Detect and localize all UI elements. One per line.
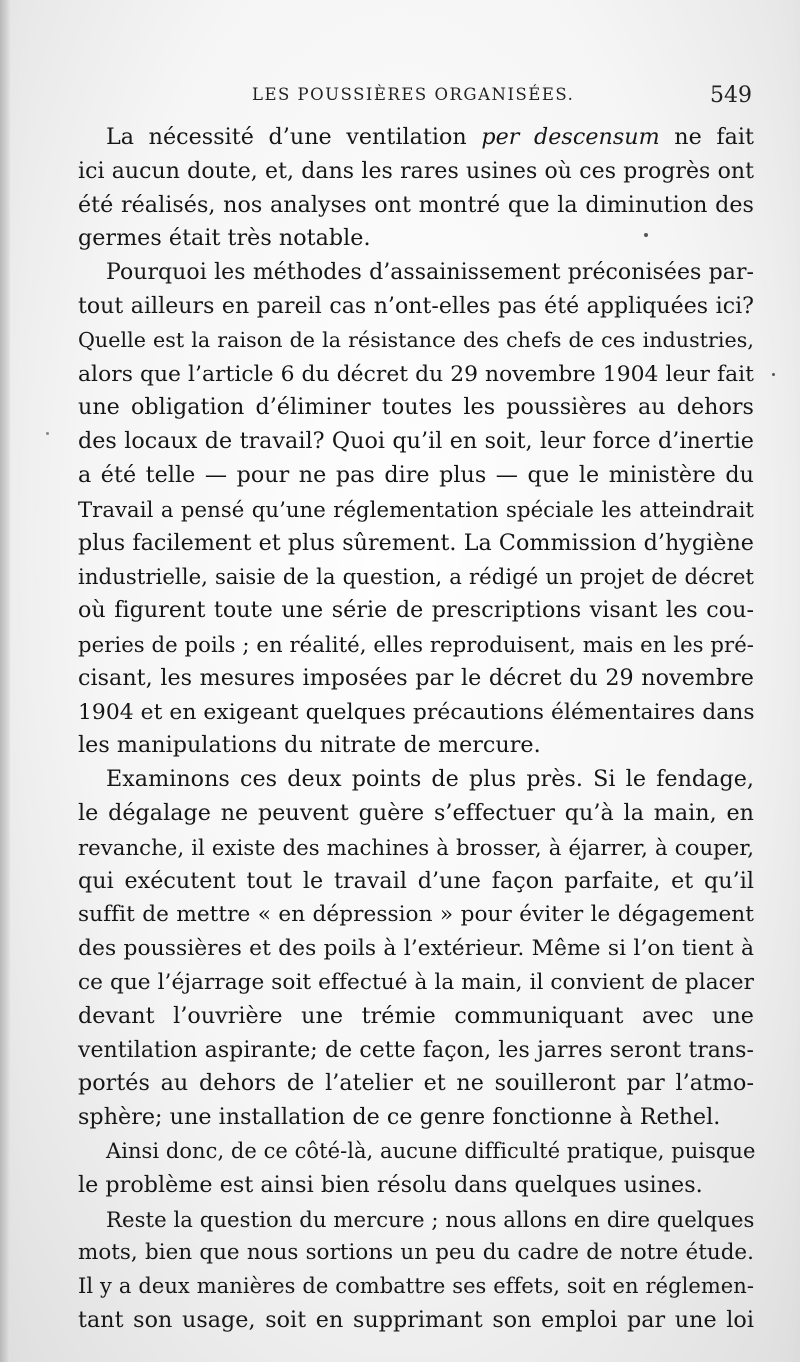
text-line: a été telle — pour ne pas dire plus — que le ministère du: [78, 461, 754, 488]
page-gutter-shadow: [0, 0, 10, 1362]
text-line: mots, bien que nous sortions un peu du cadre de notre étude.: [78, 1240, 754, 1266]
text-line: germes était très notable.: [78, 225, 371, 252]
italic-term: per descensum: [481, 124, 660, 150]
text-line: revanche, il existe des machines à brosser, à éjarrer, à couper,: [78, 834, 754, 860]
text-line: Pourquoi les méthodes d’assainissement préconisées par-: [106, 260, 754, 286]
running-title: LES POUSSIÈRES ORGANISÉES.: [252, 85, 575, 104]
text-line: Reste la question du mercure ; nous allons en dire quelques: [106, 1206, 755, 1232]
text-line: Examinons ces deux points de plus près. Si le fendage,: [106, 766, 754, 793]
running-head: [82, 85, 752, 113]
text-line: tout ailleurs en pareil cas n’ont-elles pas été appliquées ici?: [78, 293, 754, 319]
text-line: ce que l’éjarrage soit effectué à la main, il convient de placer: [78, 969, 754, 995]
text-line: portés au dehors de l’atelier et ne souilleront par l’atmo-: [78, 1070, 754, 1097]
text-line: Quelle est la raison de la résistance des chefs de ces industries,: [78, 327, 754, 352]
text-line: des locaux de travail? Quoi qu’il en soit, leur force d’inertie: [78, 428, 754, 455]
text-segment: La nécessité d’une ventilation: [106, 124, 482, 150]
text-line: ventilation aspirante; de cette façon, les jarres seront trans-: [78, 1037, 754, 1063]
text-line: où figurent toute une série de prescriptions visant les cou-: [78, 597, 754, 624]
text-line: Ainsi donc, de ce côté-là, aucune difficulté pratique, puisque: [106, 1138, 756, 1163]
text-line: alors que l’article 6 du décret du 29 novembre 1904 leur fait: [78, 361, 754, 387]
text-line: des poussières et des poils à l’extérieur. Même si l’on tient à: [78, 936, 754, 962]
text-line: plus facilement et plus sûrement. La Commission d’hygiène: [78, 529, 754, 556]
page-number: 549: [710, 83, 752, 108]
text-line: 1904 et en exigeant quelques précautions élémentaires dans: [78, 699, 755, 725]
text-line: Travail a pensé qu’une réglementation spéciale les atteindrait: [78, 496, 754, 522]
text-line: [78, 121, 754, 155]
text-line: Il y a deux manières de combattre ses effets, soit en réglemen-: [78, 1274, 754, 1299]
text-line: cisant, les mesures imposées par le décret du 29 novembre: [78, 664, 754, 691]
ink-speck: [772, 373, 775, 376]
text-line: le dégalage ne peuvent guère s’effectuer qu’à la main, en: [78, 799, 754, 826]
text-line: qui exécutent tout le travail d’une façon parfaite, et qu’il: [78, 867, 754, 894]
text-line: peries de poils ; en réalité, elles reproduisent, mais en les pré-: [78, 631, 754, 657]
text-line: suffit de mettre « en dépression » pour éviter le dégagement: [78, 902, 754, 928]
text-line: industrielle, saisie de la question, a rédigé un projet de décret: [78, 564, 754, 590]
text-segment: ne fait: [659, 124, 754, 150]
body-text: [78, 121, 754, 1338]
text-line: sphère; une installation de ce genre fonctionne à Rethel.: [78, 1104, 721, 1131]
text-line: été réalisés, nos analyses ont montré que la diminution des: [78, 191, 754, 218]
text-line: ici aucun doute, et, dans les rares usines où ces progrès ont: [78, 158, 754, 184]
text-line: devant l’ouvrière une trémie communiquant avec une: [78, 1002, 754, 1029]
text-line: tant son usage, soit en supprimant son emploi par une loi: [78, 1306, 754, 1333]
text-line: une obligation d’éliminer toutes les poussières au dehors: [78, 394, 754, 421]
ink-speck: [644, 233, 648, 237]
text-line: les manipulations du nitrate de mercure.: [78, 732, 541, 759]
text-line: le problème est ainsi bien résolu dans quelques usines.: [78, 1171, 703, 1198]
ink-speck: [46, 432, 49, 435]
